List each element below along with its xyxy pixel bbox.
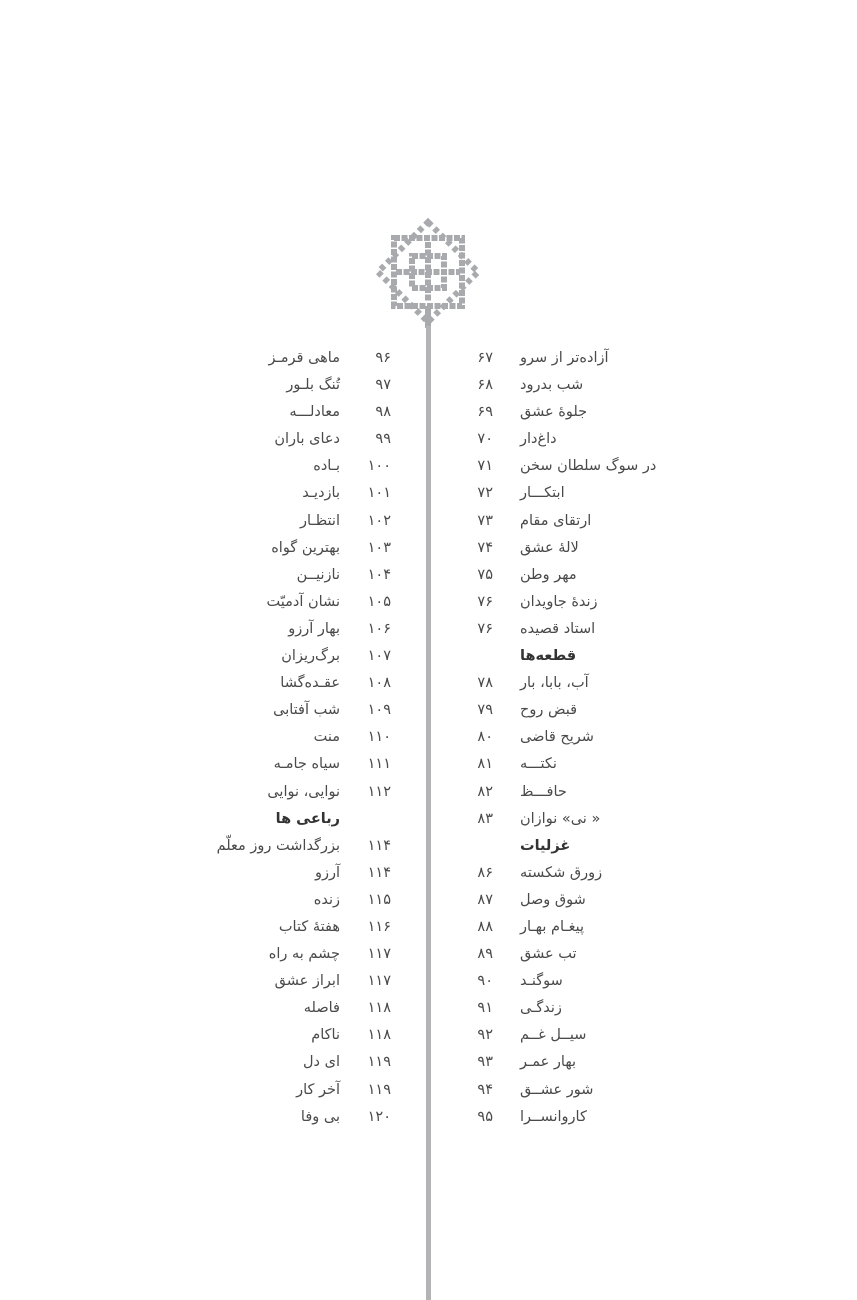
entry-page-number: ۱۱۲ <box>367 783 391 800</box>
toc-entry[interactable] <box>460 751 710 778</box>
toc-entry[interactable] <box>460 779 710 806</box>
entry-page-number: ۱۰۷ <box>367 648 391 665</box>
entry-page-number: ۶۸ <box>477 377 493 394</box>
entry-title: نشان آدمیّت <box>266 593 340 610</box>
entry-page-number: ۱۰۸ <box>367 675 391 692</box>
entry-title: در سوگ سلطان سخن <box>520 458 657 475</box>
entry-page-number: ۱۰۵ <box>367 593 391 610</box>
entry-page-number: ۱۱۷ <box>367 946 391 963</box>
toc-entry[interactable] <box>200 779 400 806</box>
entry-page-number: ۷۸ <box>477 675 493 692</box>
entry-title: نوایی، نوایی <box>267 783 340 800</box>
toc-entry[interactable] <box>460 995 710 1022</box>
entry-title: عقـده‌گشا <box>280 675 340 692</box>
toc-entry[interactable] <box>200 887 400 914</box>
entry-title: ای دل <box>303 1054 340 1071</box>
entry-page-number: ۱۰۰ <box>367 458 391 475</box>
entry-page-number: ۸۲ <box>477 783 493 800</box>
entry-page-number: ۱۰۱ <box>367 485 391 502</box>
section-heading <box>460 643 710 670</box>
toc-entry[interactable] <box>200 724 400 751</box>
toc-entry[interactable] <box>200 480 400 507</box>
entry-title: قطعه‌ها <box>520 648 577 665</box>
toc-entry[interactable] <box>460 806 710 833</box>
entry-page-number: ۱۱۰ <box>367 729 391 746</box>
toc-entry[interactable] <box>460 914 710 941</box>
toc-entry[interactable] <box>200 508 400 535</box>
entry-page-number: ۷۶ <box>477 620 493 637</box>
entry-page-number: ۷۹ <box>477 702 493 719</box>
entry-title: آب، بابا، بار <box>520 675 589 692</box>
toc-entry[interactable] <box>460 1049 710 1076</box>
entry-title: قبض روح <box>520 702 578 719</box>
entry-page-number: ۱۱۵ <box>367 891 391 908</box>
entry-page-number: ۱۰۲ <box>367 512 391 529</box>
toc-entry[interactable] <box>460 535 710 562</box>
toc-entry[interactable] <box>460 670 710 697</box>
toc-column-left <box>200 345 400 1131</box>
entry-title: برگ‌ریزان <box>281 648 340 665</box>
entry-page-number: ۱۱۹ <box>367 1081 391 1098</box>
entry-page-number: ۷۶ <box>477 593 493 610</box>
toc-entry[interactable] <box>460 589 710 616</box>
entry-page-number: ۹۰ <box>477 973 493 990</box>
toc-entry[interactable] <box>200 589 400 616</box>
entry-page-number: ۸۰ <box>477 729 493 746</box>
toc-entry[interactable] <box>460 1022 710 1049</box>
toc-entry[interactable] <box>200 1022 400 1049</box>
entry-page-number: ۱۱۱ <box>367 756 391 773</box>
entry-page-number: ۷۰ <box>477 431 493 448</box>
entry-title: منت <box>313 729 340 746</box>
entry-title: شب آفتابی <box>273 702 340 719</box>
entry-page-number: ۱۱۹ <box>367 1054 391 1071</box>
toc-entry[interactable] <box>460 372 710 399</box>
entry-title: شریح قاضی <box>520 729 594 746</box>
toc-entry[interactable] <box>200 562 400 589</box>
toc-entry[interactable] <box>200 399 400 426</box>
entry-title: بهار آرزو <box>288 620 340 637</box>
toc-entry[interactable] <box>200 670 400 697</box>
toc-entry[interactable] <box>460 968 710 995</box>
toc-entry[interactable] <box>460 1104 710 1131</box>
toc-entry[interactable] <box>200 697 400 724</box>
entry-page-number: ۸۳ <box>477 810 493 827</box>
toc-entry[interactable] <box>460 616 710 643</box>
entry-title: جلوهٔ عشق <box>520 404 588 421</box>
ornament-icon <box>372 216 484 328</box>
section-heading <box>460 833 710 860</box>
entry-title: بزرگداشت روز معلّم <box>216 837 340 854</box>
entry-page-number: ۱۱۷ <box>367 973 391 990</box>
toc-entry[interactable] <box>200 643 400 670</box>
entry-page-number: ۷۱ <box>477 458 493 475</box>
entry-title: بی وفا <box>300 1108 340 1125</box>
entry-title: سیاه جامـه <box>273 756 340 773</box>
entry-title: آخر کار <box>296 1081 340 1098</box>
entry-title: انتظـار <box>299 512 340 529</box>
entry-title: بـاده <box>313 458 340 475</box>
toc-entry[interactable] <box>200 833 400 860</box>
entry-title: پیغـام بهـار <box>520 918 585 935</box>
entry-title: بازدیـد <box>302 485 340 502</box>
entry-page-number: ۶۷ <box>477 350 493 366</box>
toc-entry[interactable] <box>200 1104 400 1131</box>
entry-title: آرزو <box>314 864 340 881</box>
entry-title: سیــل غــم <box>520 1027 587 1044</box>
entry-page-number: ۹۲ <box>477 1027 493 1044</box>
entry-title: شب بدرود <box>520 377 584 394</box>
entry-title: زندهٔ جاویدان <box>520 593 598 610</box>
entry-page-number: ۹۸ <box>375 404 391 421</box>
toc-entry[interactable] <box>200 535 400 562</box>
entry-page-number: ۸۶ <box>477 864 493 881</box>
entry-page-number: ۹۵ <box>477 1108 493 1125</box>
entry-page-number: ۱۱۸ <box>367 1027 391 1044</box>
entry-page-number: ۱۱۶ <box>367 918 391 935</box>
toc-entry[interactable] <box>200 914 400 941</box>
toc-column-right <box>460 345 710 1131</box>
entry-title: تُنگ بلـور <box>286 377 340 394</box>
entry-title: رباعی ها <box>275 810 340 827</box>
toc-entry[interactable] <box>460 941 710 968</box>
center-divider <box>426 326 431 1300</box>
entry-title: شور عشــق <box>520 1081 594 1098</box>
toc-entry[interactable] <box>200 1049 400 1076</box>
entry-title: سوگنـد <box>520 973 563 990</box>
entry-page-number: ۸۸ <box>477 918 493 935</box>
entry-title: زندگـی <box>520 1000 562 1017</box>
toc-entry[interactable] <box>460 508 710 535</box>
entry-page-number: ۱۱۴ <box>367 837 391 854</box>
entry-title: استاد قصیده <box>520 620 596 637</box>
entry-title: « نی» نوازان <box>520 810 601 827</box>
toc-entry[interactable] <box>200 995 400 1022</box>
entry-page-number: ۹۶ <box>375 350 391 366</box>
entry-title: فاصله <box>303 1000 340 1017</box>
toc-entry[interactable] <box>460 887 710 914</box>
entry-title: شوق وصل <box>520 891 586 908</box>
entry-title: زورق شکسته <box>520 864 603 881</box>
entry-page-number: ۱۰۳ <box>367 539 391 556</box>
toc-entry[interactable] <box>460 697 710 724</box>
entry-title: بهار عمـر <box>520 1054 577 1071</box>
entry-page-number: ۷۵ <box>477 566 493 583</box>
entry-page-number: ۹۱ <box>477 1000 493 1017</box>
entry-page-number: ۸۷ <box>477 891 493 908</box>
toc-entry[interactable] <box>200 372 400 399</box>
entry-page-number: ۷۳ <box>477 512 493 529</box>
toc-entry[interactable] <box>460 860 710 887</box>
entry-title: معادلـــه <box>289 404 340 421</box>
entry-page-number: ۱۲۰ <box>367 1108 391 1125</box>
entry-page-number: ۸۹ <box>477 946 493 963</box>
toc-entry[interactable] <box>200 941 400 968</box>
entry-page-number: ۱۰۹ <box>367 702 391 719</box>
entry-title: ابراز عشق <box>274 973 340 990</box>
entry-page-number: ۹۴ <box>477 1081 493 1098</box>
entry-page-number: ۱۱۴ <box>367 864 391 881</box>
toc-entry[interactable] <box>460 426 710 453</box>
toc-entry[interactable] <box>460 399 710 426</box>
entry-title: نکتـــه <box>520 756 557 773</box>
toc-entry[interactable] <box>200 345 400 372</box>
entry-title: زنده <box>313 891 340 908</box>
toc-entry[interactable] <box>200 616 400 643</box>
toc-entry[interactable] <box>200 453 400 480</box>
toc-entry[interactable] <box>460 453 710 480</box>
entry-title: دعای باران <box>274 431 340 448</box>
entry-title: نازنیــن <box>296 566 340 583</box>
toc-entry[interactable] <box>460 345 710 372</box>
entry-title: کاروانســرا <box>520 1108 587 1125</box>
entry-page-number: ۹۷ <box>375 377 391 394</box>
toc-entry[interactable] <box>200 751 400 778</box>
entry-page-number: ۷۲ <box>477 485 493 502</box>
toc-entry[interactable] <box>460 562 710 589</box>
entry-title: آزاده‌تر از سرو <box>520 350 609 366</box>
toc-entry[interactable] <box>200 426 400 453</box>
entry-page-number: ۹۹ <box>375 431 391 448</box>
entry-page-number: ۸۱ <box>477 756 493 773</box>
toc-entry[interactable] <box>460 1077 710 1104</box>
entry-page-number: ۱۰۴ <box>367 566 391 583</box>
entry-title: داغ‌دار <box>520 431 557 448</box>
entry-title: مهر وطن <box>520 566 577 583</box>
entry-title: تب عشق <box>520 946 577 963</box>
toc-entry[interactable] <box>200 1077 400 1104</box>
entry-page-number: ۶۹ <box>477 404 493 421</box>
entry-title: ناکام <box>311 1027 340 1044</box>
entry-title: ابتکـــار <box>520 485 565 502</box>
entry-title: بهترین گواه <box>271 539 340 556</box>
entry-title: غزلیات <box>520 837 571 854</box>
toc-entry[interactable] <box>460 480 710 507</box>
entry-page-number: ۹۳ <box>477 1054 493 1071</box>
entry-title: حافـــظ <box>520 783 567 800</box>
entry-title: ماهی قرمـز <box>268 350 340 366</box>
toc-entry[interactable] <box>200 968 400 995</box>
entry-page-number: ۱۰۶ <box>367 620 391 637</box>
toc-entry[interactable] <box>460 724 710 751</box>
entry-title: ارتقای مقام <box>520 512 592 529</box>
entry-title: لالهٔ عشق <box>520 539 579 556</box>
entry-page-number: ۱۱۸ <box>367 1000 391 1017</box>
entry-title: هفتهٔ کتاب <box>278 918 340 935</box>
toc-entry[interactable] <box>200 860 400 887</box>
entry-title: چشم به راه <box>268 946 340 963</box>
entry-page-number: ۷۴ <box>477 539 493 556</box>
section-heading <box>200 806 400 833</box>
